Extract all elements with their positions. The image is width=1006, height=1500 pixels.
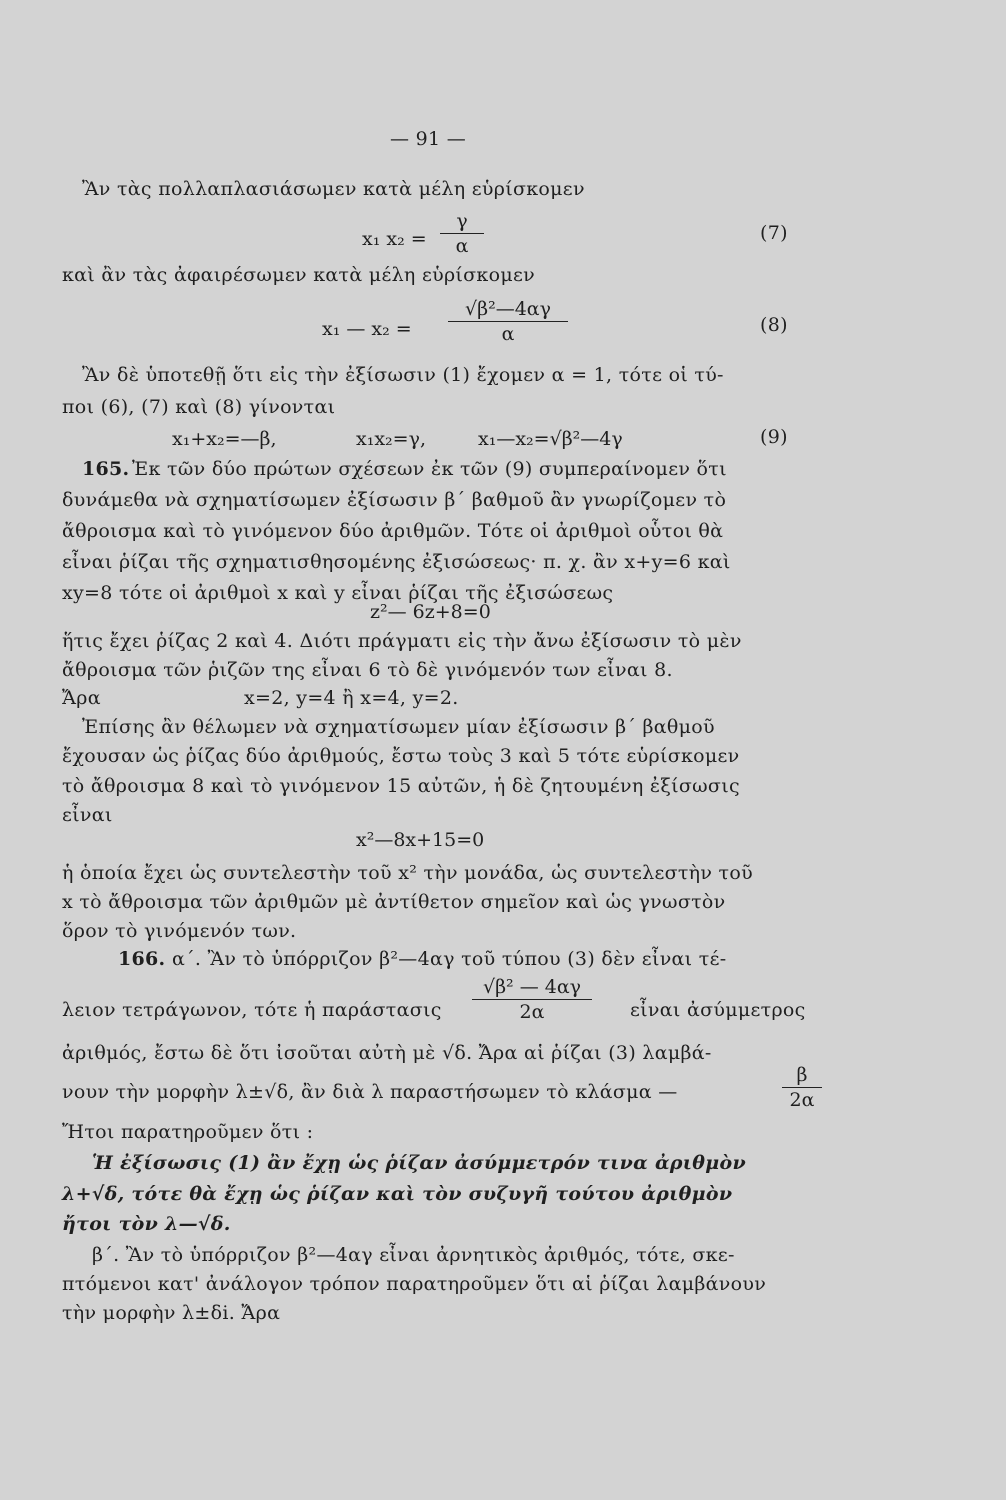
s166-line-1: α΄. Ἂν τὸ ὑπόρριζον β²—4αγ τοῦ τύπου (3) δὲν εἶναι τέ-: [172, 948, 727, 970]
s165-line-10: ἔχουσαν ὡς ῥίζας δύο ἀριθμούς, ἔστω τοὺς 3 καὶ 5 τότε εὑρίσκομεν: [62, 745, 740, 767]
hypothesis-line-2: ποι (6), (7) καὶ (8) γίνονται: [62, 396, 336, 418]
eq7-fraction: [440, 210, 484, 257]
s166-fraction-2: [782, 1064, 822, 1111]
s165-line-1: Ἐκ τῶν δύο πρώτων σχέσεων ἐκ τῶν (9) συμπεραίνομεν ὅτι: [132, 458, 727, 480]
eq8-label: (8): [760, 314, 788, 336]
s166-line-3: ἀριθμός, ἔστω δὲ ὅτι ἰσοῦται αὐτὴ μὲ √δ. Ἄρα αἱ ῥίζαι (3) λαμβά-: [62, 1042, 712, 1064]
intro-multiply-line: Ἂν τὰς πολλαπλασιάσωμεν κατὰ μέλη εὑρίσκομεν: [82, 178, 585, 200]
s166-line-5: Ἤτοι παρατηροῦμεν ὅτι :: [62, 1121, 314, 1143]
s165-line-8-roots: x=2, y=4 ἢ x=4, y=2.: [244, 687, 459, 709]
eq7-denominator: α: [455, 235, 469, 257]
s165-line-3: ἄθροισμα καὶ τὸ γινόμενον δύο ἀριθμῶν. Τότε οἱ ἀριθμοὶ οὗτοι θὰ: [62, 520, 724, 542]
s165-line-9: Ἐπίσης ἂν θέλωμεν νὰ σχηματίσωμεν μίαν ἐξίσωσιν β΄ βαθμοῦ: [82, 716, 715, 738]
eq7-lhs: x₁ x₂ =: [362, 228, 427, 250]
eq8-lhs: x₁ — x₂ =: [322, 318, 412, 340]
s165-line-8-ara: Ἄρα: [62, 687, 101, 709]
rule-line-2: λ+√δ, τότε θὰ ἔχῃ ὡς ῥίζαν καὶ τὸν συζυγῆ τούτου ἀριθμὸν: [62, 1183, 733, 1205]
eq8-fraction: [448, 298, 568, 345]
s166-fraction-1-numerator: √β² — 4αγ: [472, 976, 592, 1000]
s166-line-2a: λειον τετράγωνον, τότε ἡ παράστασις: [62, 999, 442, 1021]
s165-line-4: εἶναι ῥίζαι τῆς σχηματισθησομένης ἐξισώσεως· π. χ. ἂν x+y=6 καὶ: [62, 551, 731, 573]
s165-line-12: εἶναι: [62, 804, 113, 826]
s165-line-7: ἄθροισμα τῶν ῥιζῶν της εἶναι 6 τὸ δὲ γινόμενόν των εἶναι 8.: [62, 659, 673, 681]
s166-fraction-1: [472, 976, 592, 1023]
eq9-difference: x₁—x₂=√β²—4γ: [478, 428, 623, 450]
s166-fraction-2-numerator: β: [782, 1064, 822, 1088]
rule-line-3: ἤτοι τὸν λ—√δ.: [62, 1213, 231, 1235]
section-165-number: 165.: [82, 458, 130, 480]
s165-line-11: τὸ ἄθροισμα 8 καὶ τὸ γινόμενον 15 αὐτῶν, ἡ δὲ ζητουμένη ἐξίσωσις: [62, 775, 740, 797]
section-166-number: 166.: [118, 948, 166, 970]
eq8-numerator: √β²—4αγ: [448, 298, 568, 322]
s165-line-2: δυνάμεθα νὰ σχηματίσωμεν ἐξίσωσιν β΄ βαθμοῦ ἂν γνωρίζομεν τὸ: [62, 489, 727, 511]
eq7-numerator: γ: [440, 210, 484, 234]
s165-line-15: ὅρον τὸ γινόμενόν των.: [62, 920, 297, 942]
s166-b-line-2: πτόμενοι κατ' ἀνάλογον τρόπον παρατηροῦμεν ὅτι αἱ ῥίζαι λαμβάνουν: [62, 1273, 767, 1295]
s165-equation: z²— 6z+8=0: [370, 601, 491, 623]
s166-fraction-1-denominator: 2α: [519, 1001, 545, 1023]
s165-line-5: xy=8 τότε οἱ ἀριθμοὶ x καὶ y εἶναι ῥίζαι τῆς ἐξισώσεως: [62, 582, 614, 604]
eq9-product: x₁x₂=γ,: [356, 428, 426, 450]
page-number: — 91 —: [390, 128, 467, 150]
s165-equation-2: x²—8x+15=0: [356, 829, 485, 851]
eq9-label: (9): [760, 426, 788, 448]
s166-b-line-3: τὴν μορφὴν λ±δi. Ἄρα: [62, 1302, 281, 1324]
eq9-sum: x₁+x₂=—β,: [172, 428, 277, 450]
s165-line-6: ἥτις ἔχει ῥίζας 2 καὶ 4. Διότι πράγματι εἰς τὴν ἄνω ἐξίσωσιν τὸ μὲν: [62, 630, 742, 652]
s165-line-13: ἡ ὁποία ἔχει ὡς συντελεστὴν τοῦ x² τὴν μονάδα, ὡς συντελεστὴν τοῦ: [62, 862, 753, 884]
s166-line-2b: εἶναι ἀσύμμετρος: [630, 999, 806, 1021]
s166-b-line-1: β΄. Ἂν τὸ ὑπόρριζον β²—4αγ εἶναι ἀρνητικὸς ἀριθμός, τότε, σκε-: [92, 1244, 735, 1266]
eq7-label: (7): [760, 222, 788, 244]
s166-fraction-2-denominator: 2α: [789, 1089, 815, 1111]
intro-subtract-line: καὶ ἂν τὰς ἀφαιρέσωμεν κατὰ μέλη εὑρίσκομεν: [62, 264, 535, 286]
hypothesis-line-1: Ἂν δὲ ὑποτεθῇ ὅτι εἰς τὴν ἐξίσωσιν (1) ἔχομεν α = 1, τότε οἱ τύ-: [82, 364, 724, 386]
eq8-denominator: α: [501, 323, 515, 345]
s165-line-14: x τὸ ἄθροισμα τῶν ἀριθμῶν μὲ ἀντίθετον σημεῖον καὶ ὡς γνωστὸν: [62, 891, 726, 913]
rule-line-1: Ἡ ἐξίσωσις (1) ἂν ἔχῃ ὡς ῥίζαν ἀσύμμετρόν τινα ἀριθμὸν: [92, 1152, 746, 1174]
s166-line-4: νουν τὴν μορφὴν λ±√δ, ἂν διὰ λ παραστήσωμεν τὸ κλάσμα —: [62, 1081, 678, 1103]
